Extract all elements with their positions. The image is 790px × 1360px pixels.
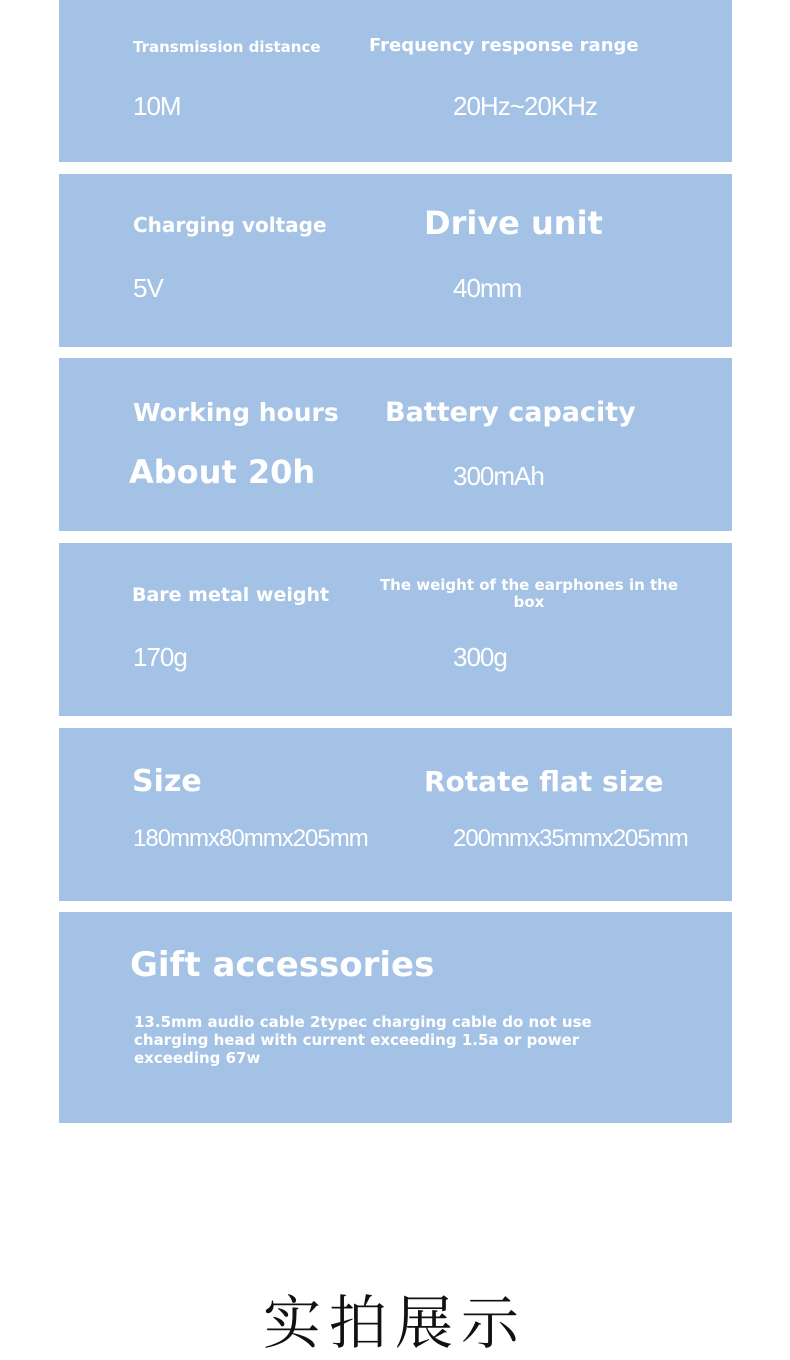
size-label: Size xyxy=(132,764,202,799)
gift-accessories-description: 13.5mm audio cable 2typec charging cable do not use charging head with current exceeding 1.5a or power exceeding 67w xyxy=(134,1013,592,1067)
size-value: 180mmx80mmx205mm xyxy=(133,825,368,852)
gift-accessories-title: Gift accessories xyxy=(130,945,435,985)
battery-capacity-value: 300mAh xyxy=(453,461,544,491)
spec-card-size xyxy=(59,728,732,901)
gift-accessories-card xyxy=(59,912,732,1123)
transmission-distance-label: Transmission distance xyxy=(133,38,321,56)
charging-voltage-label: Charging voltage xyxy=(133,213,327,237)
spec-card-transmission xyxy=(59,0,732,162)
bare-metal-weight-label: Bare metal weight xyxy=(132,584,330,606)
bare-metal-weight-value: 170g xyxy=(133,642,187,672)
rotate-flat-size-label: Rotate flat size xyxy=(424,765,664,798)
spec-card-weight xyxy=(59,543,732,716)
working-hours-value: About 20h xyxy=(129,453,316,491)
box-weight-value: 300g xyxy=(453,642,507,672)
frequency-response-value: 20Hz~20KHz xyxy=(453,91,597,121)
spec-card-charging xyxy=(59,174,732,347)
box-weight-label: The weight of the earphones in the box xyxy=(379,576,679,611)
drive-unit-label: Drive unit xyxy=(424,204,603,242)
charging-voltage-value: 5V xyxy=(133,273,163,303)
battery-capacity-label: Battery capacity xyxy=(385,397,636,428)
frequency-response-label: Frequency response range xyxy=(369,35,639,56)
transmission-distance-value: 10M xyxy=(133,91,181,121)
working-hours-label: Working hours xyxy=(133,398,339,427)
drive-unit-value: 40mm xyxy=(453,273,522,303)
section-title: 实拍展示 xyxy=(262,1289,527,1357)
rotate-flat-size-value: 200mmx35mmx205mm xyxy=(453,825,688,852)
spec-card-battery xyxy=(59,358,732,531)
